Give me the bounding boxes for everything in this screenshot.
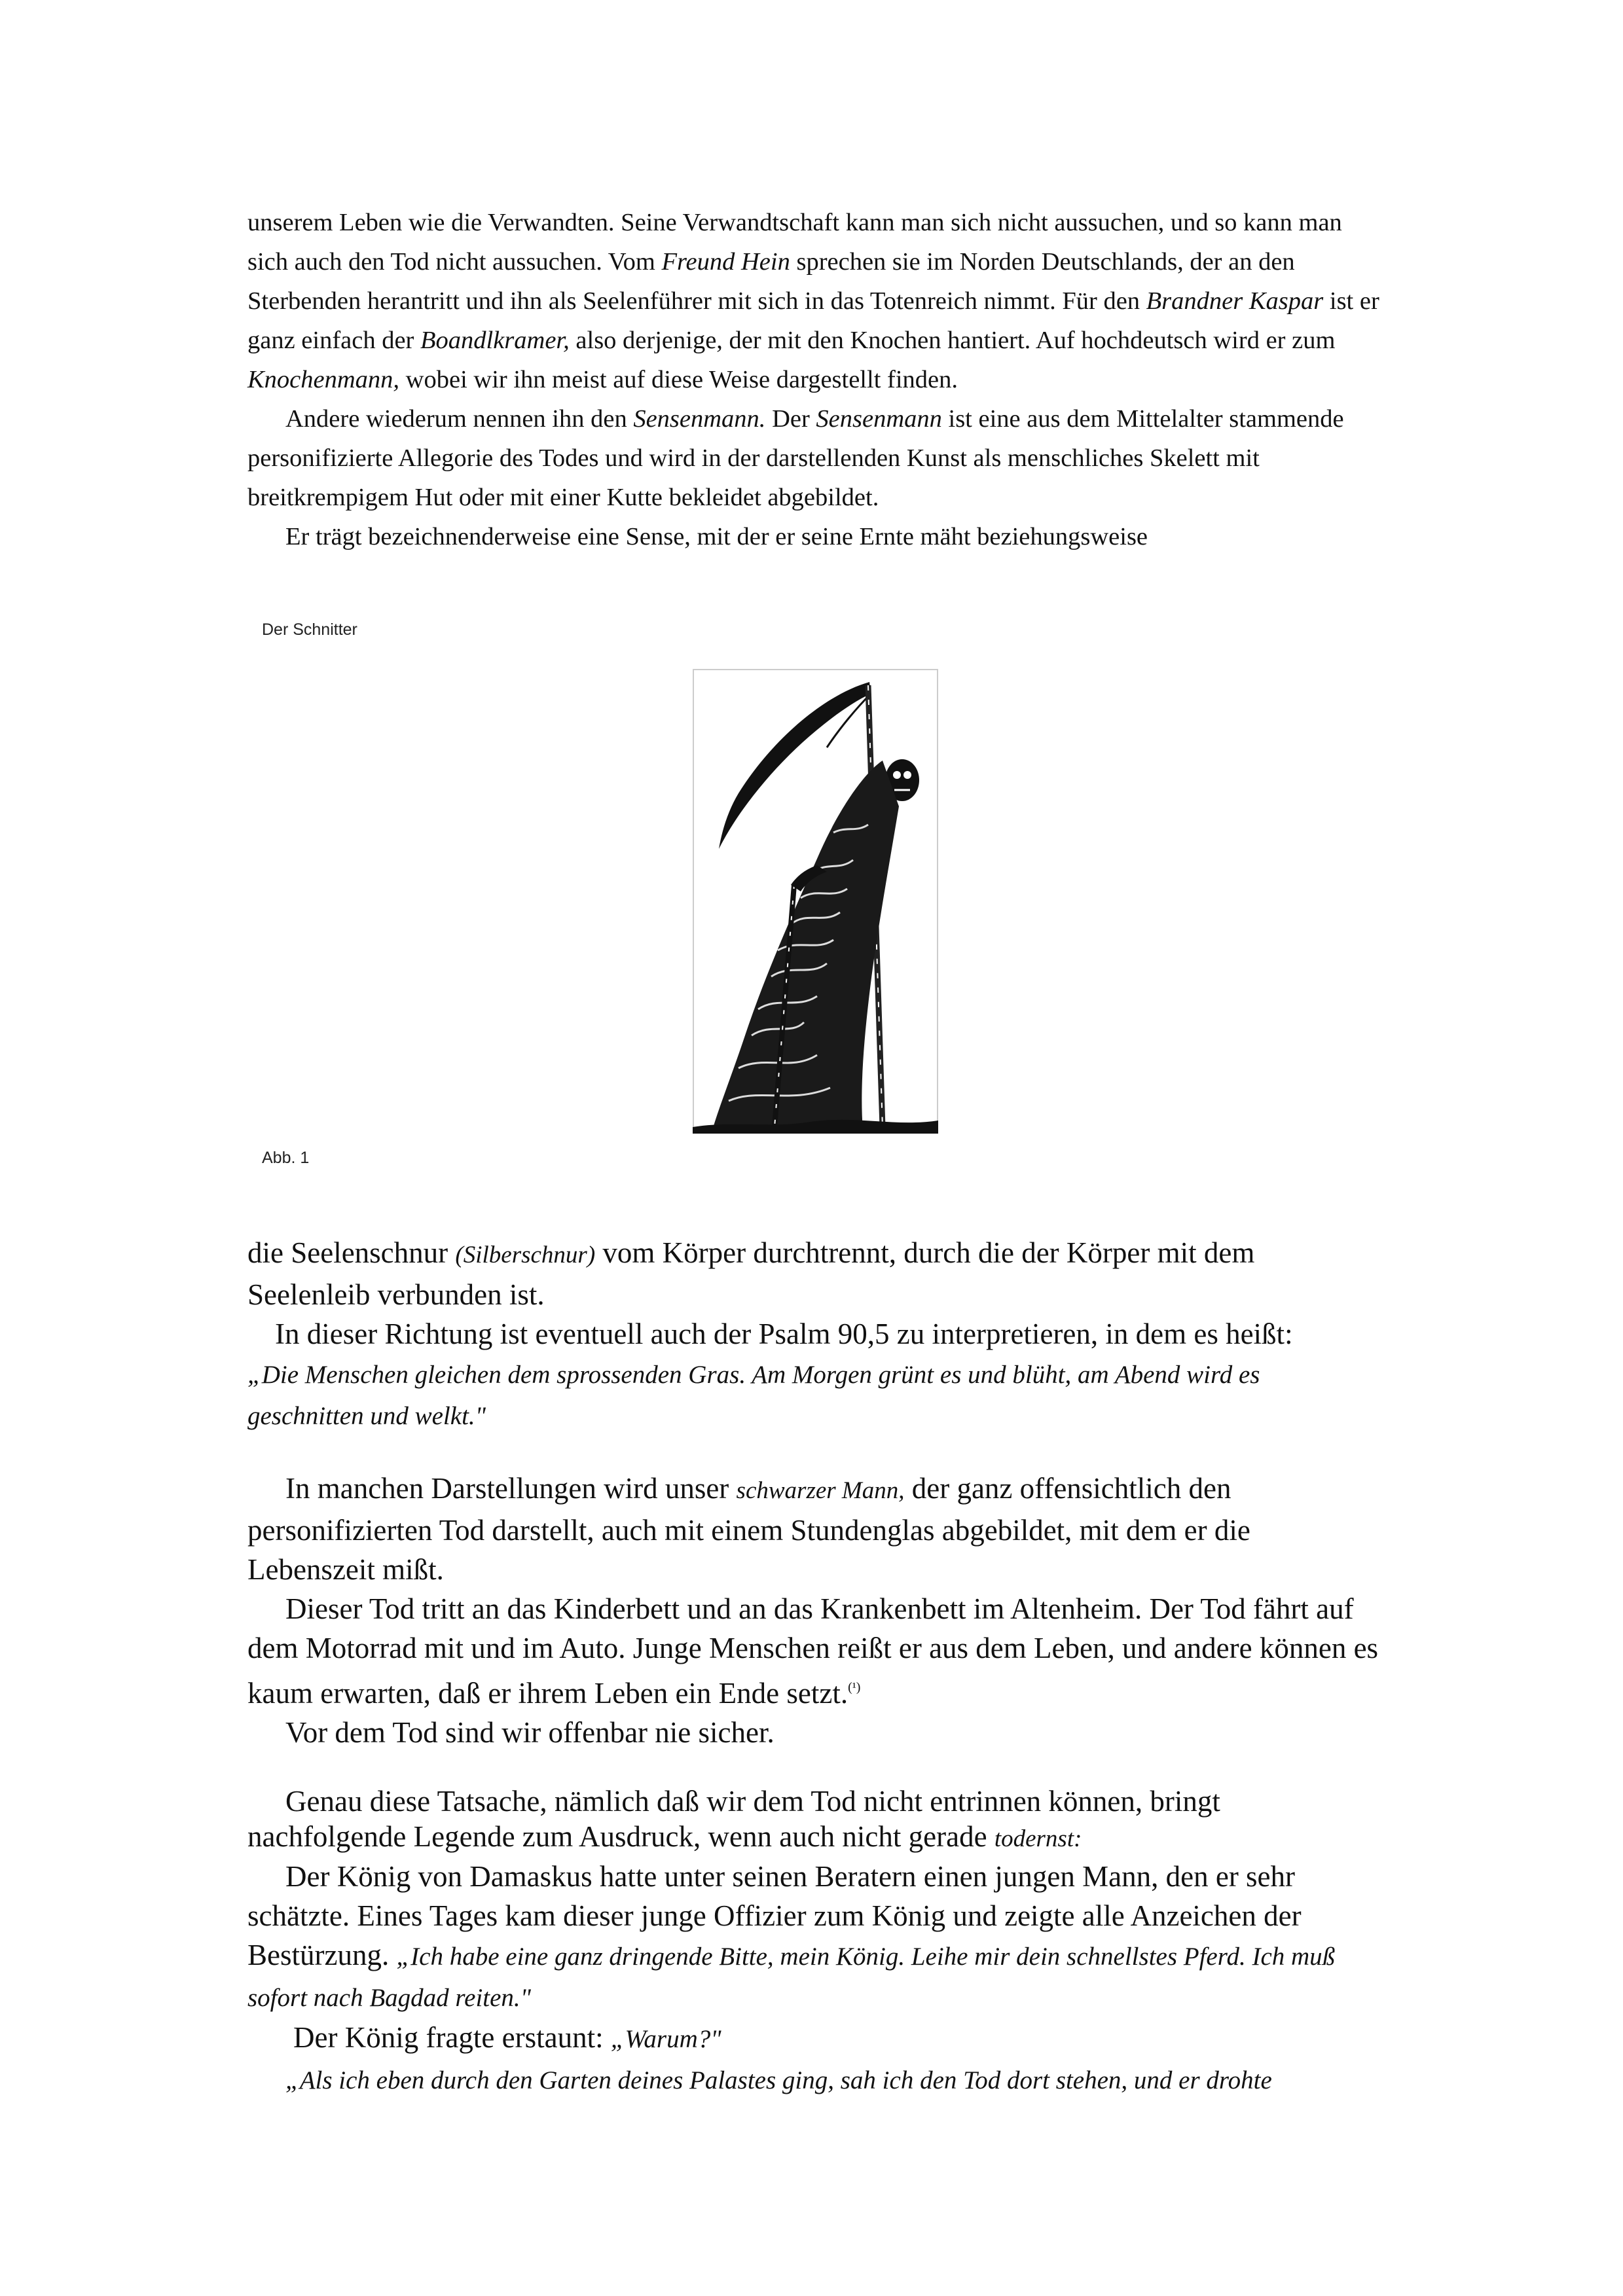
text: Er trägt bezeichnenderweise eine Sense, mit der er seine Ernte mäht beziehungsweise [285, 523, 1148, 550]
term-knochenmann: Knochenmann, [247, 366, 400, 393]
officer-reply-quote: „Als ich eben durch den Garten deines Palastes ging, sah ich den Tod dort stehen, und er drohte [285, 2066, 1272, 2094]
text: wobei wir ihn meist auf diese Weise dargestellt finden. [399, 366, 958, 393]
text: In manchen Darstellungen wird unser [285, 1472, 737, 1505]
grim-reaper-illustration [693, 669, 938, 1134]
text: sprechen sie im Norden Deutschlands, der an den Sterbenden herantritt und ihn als Seelenführer mit sich in das Totenreich nimmt. Für den [247, 248, 1295, 315]
officer-quote: „Ich habe eine ganz dringende Bitte, mein König. Leihe mir dein schnellstes Pferd. Ich muß sofort nach Bagdad reiten." [247, 1943, 1336, 2012]
text: die Seelenschnur [247, 1236, 456, 1269]
psalm-quote: „Die Menschen gleichen dem sprossenden Gras. Am Morgen grünt es und blüht, am Abend wird es geschnitten und welkt." [247, 1361, 1260, 1430]
term-todernst: todernst: [994, 1825, 1082, 1852]
term-brandner-kaspar: Brandner Kaspar [1146, 287, 1324, 315]
text-block-lower [247, 1233, 1380, 2100]
text: Der König fragte erstaunt: [293, 2021, 611, 2054]
term-schwarzer-mann: schwarzer Mann, [736, 1477, 905, 1504]
text: unserem Leben wie die Verwandten. Seine Verwandtschaft kann man sich nicht aussuchen, und so kann man sich auch den Tod nicht aussuchen. Vom [247, 209, 1342, 276]
text: also derjenige, der mit den Knochen hantiert. Auf hochdeutsch wird er zum [569, 327, 1336, 354]
footnote-marker: (¹) [848, 1680, 861, 1695]
text: Genau diese Tatsache, nämlich daß wir dem Tod nicht entrinnen können, bringt nachfolgende Legende zum Ausdruck, wenn auch nicht gerade [247, 1785, 1220, 1853]
term-silberschnur: (Silberschnur) [455, 1242, 596, 1268]
term-boandlkramer: Boandlkramer, [420, 327, 570, 354]
text: Vor dem Tod sind wir offenbar nie sicher. [285, 1716, 775, 1749]
text: Dieser Tod tritt an das Kinderbett und an das Krankenbett im Altenheim. Der Tod fährt auf dem Motorrad mit und im Auto. Junge Menschen reißt er aus dem Leben, und andere können es kaum erwarten, daß er ihrem Leben ein Ende setzt. [247, 1592, 1379, 1710]
text: Der König von Damaskus hatte unter seinen Beratern einen jungen Mann, den er sehr schätzte. Eines Tages kam dieser junge Offizier zum König und zeigte alle Anzeichen der Bestürzung. [247, 1860, 1302, 1971]
text: In dieser Richtung ist eventuell auch der Psalm 90,5 zu interpretieren, in dem es heißt: [275, 1318, 1293, 1350]
king-quote: „Warum?" [610, 2025, 721, 2053]
text: ist er ganz einfach der [247, 287, 1379, 354]
text: Der [765, 405, 816, 433]
term-freund-hein: Freund Hein [661, 248, 790, 276]
text-block-upper [247, 203, 1380, 556]
term-sensenmann: Sensenmann. [633, 405, 766, 433]
figure-caption-top: Der Schnitter [262, 620, 357, 639]
text: der ganz offensichtlich den personifizierten Tod darstellt, auch mit einem Stundenglas abgebildet, mit dem er die Lebenszeit mißt. [247, 1472, 1250, 1586]
term-sensenmann: Sensenmann [816, 405, 942, 433]
text: vom Körper durchtrennt, durch die der Körper mit dem Seelenleib verbunden ist. [247, 1236, 1255, 1311]
text: ist eine aus dem Mittelalter stammende personifizierte Allegorie des Todes und wird in der darstellenden Kunst als menschliches Skelett mit breitkrempigem Hut oder mit einer Kutte bekleidet abgebildet. [247, 405, 1344, 511]
text: Andere wiederum nennen ihn den [285, 405, 634, 433]
figure-caption-bottom: Abb. 1 [262, 1149, 310, 1167]
